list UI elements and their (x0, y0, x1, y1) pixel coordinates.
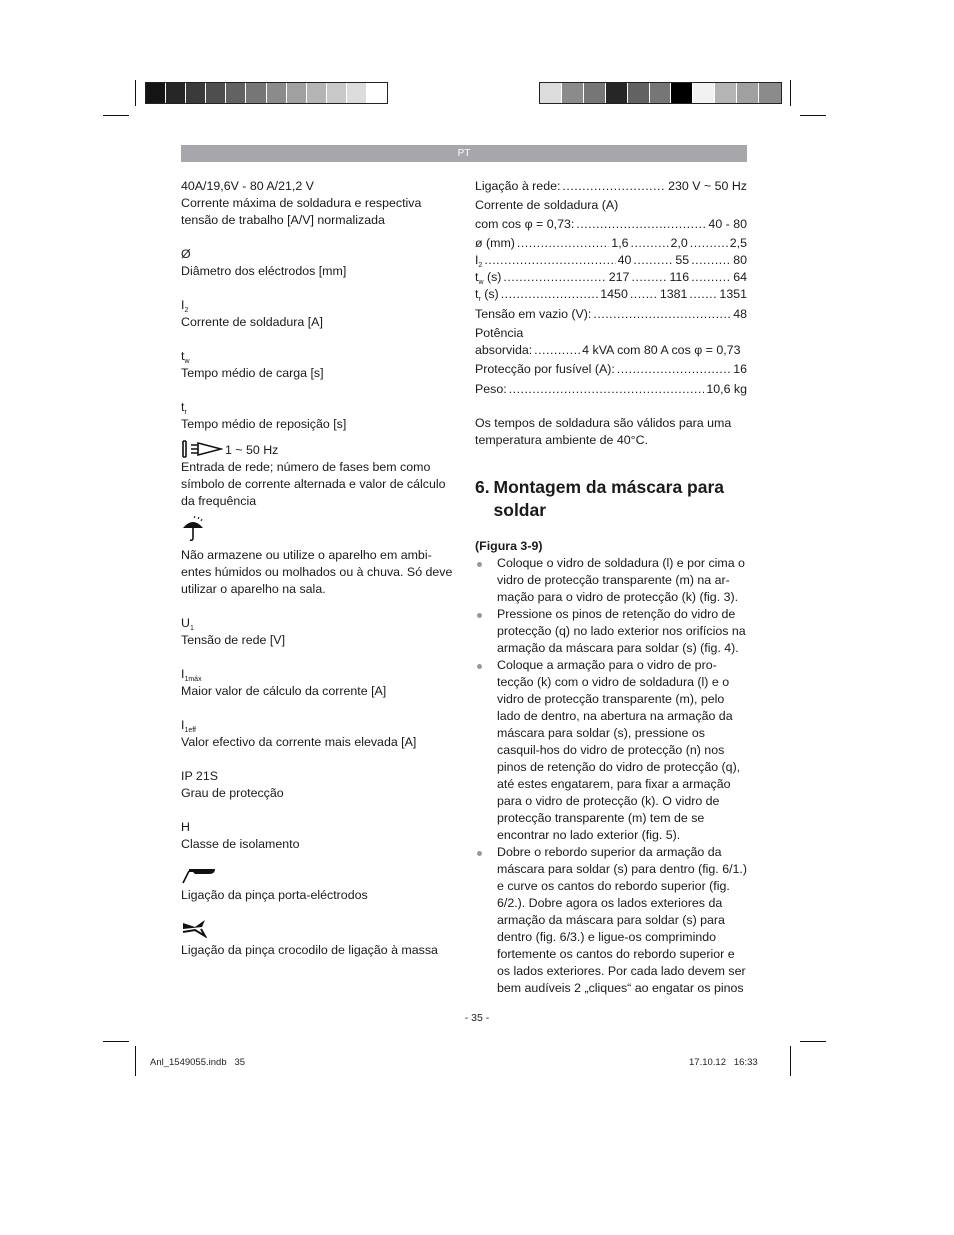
color-swatch (226, 83, 246, 103)
color-swatch (693, 83, 715, 103)
diameter-description: Diâmetro dos eléctrodos [mm] (181, 264, 347, 278)
color-swatch (206, 83, 226, 103)
crop-mark (800, 115, 826, 116)
color-swatch (671, 83, 693, 103)
spec-power-label: Potência (475, 326, 524, 340)
list-item: Dobre o rebordo superior da armação da máscara para soldar (s) para dentro (fig. 6/1.) e curve os cantos do rebordo superior (fig. 6/2.). Dobre agora os lados exteriores da armação da máscara para soldar (s) para dentro (fig. 6/3.) e ligue-os comprimindo fortemente os cantos do rebordo superior e os lados exteriores. Por cada lado devem ser bem audíveis 2 „cliques“ ao engatar os pinos (475, 844, 747, 997)
rating-description: Corrente máxima de soldadura e respectiva tensão de trabalho [A/V] normalizada (181, 196, 422, 227)
i2-description: Corrente de soldadura [A] (181, 315, 323, 329)
u1-description: Tensão de rede [V] (181, 633, 286, 647)
crop-mark (103, 115, 129, 116)
color-swatch (267, 83, 287, 103)
single-phase-transformer-icon (181, 439, 223, 459)
crop-mark (790, 80, 791, 106)
color-swatch (737, 83, 759, 103)
rain-description: Não armazene ou utilize o aparelho em ambi-entes húmidos ou molhados ou à chuva. Só deve utilizar o aparelho na sala. (181, 548, 453, 596)
electrode-holder-icon (181, 863, 217, 885)
technical-data-column (475, 178, 747, 997)
h-description: Classe de isolamento (181, 837, 300, 851)
file-info: Anl_1549055.indb 35 (150, 1057, 246, 1068)
ip-description: Grau de protecção (181, 786, 284, 800)
spec-row-mains: Ligação à rede: ..... 230 V ~ 50 Hz (475, 178, 747, 195)
mains-symbol-row: 1 ~ 50 Hz (181, 439, 456, 459)
color-swatch (166, 83, 186, 103)
crop-mark (135, 1046, 136, 1076)
crop-mark (800, 1041, 826, 1042)
ip-symbol: IP 21S (181, 769, 218, 783)
color-swatch (759, 83, 781, 103)
color-swatch (287, 83, 307, 103)
tw-description: Tempo médio de carga [s] (181, 366, 324, 380)
clamp-symbol-row (181, 910, 456, 942)
section-number: 6. (475, 477, 490, 497)
page-number: - 35 - (464, 1012, 490, 1024)
color-swatch (584, 83, 606, 103)
spec-row-cos: com cos φ = 0,73: ..... 40 - 80 (475, 216, 747, 233)
color-swatch (562, 83, 584, 103)
u1-symbol: $U_1$ (181, 616, 194, 632)
color-swatch (186, 83, 206, 103)
color-swatch (715, 83, 737, 103)
color-calibration-strip-right (539, 82, 782, 104)
spec-row-power: absorvida: ..... 4 kVA com 80 A cos φ = 0,73 (475, 342, 747, 359)
color-swatch (628, 83, 650, 103)
section-title: Montagem da máscara para soldar (493, 477, 725, 520)
holder-symbol-row (181, 859, 456, 887)
spec-row-weight: Peso: ..... 10,6 kg (475, 381, 747, 398)
language-header: PT (181, 145, 747, 162)
rain-symbol-row (181, 516, 456, 547)
rating-value: 40A/19,6V - 80 A/21,2 V (181, 179, 314, 193)
diameter-symbol: Ø (181, 247, 191, 261)
section-heading (475, 476, 747, 522)
clamp-description: Ligação da pinça crocodilo de ligação à massa (181, 943, 438, 957)
color-swatch (606, 83, 628, 103)
i1eff-symbol: $I_{1eff}$ (181, 718, 197, 734)
color-swatch (347, 83, 367, 103)
color-swatch (650, 83, 672, 103)
welding-time-note: Os tempos de soldadura são válidos para uma temperatura ambiente de 40°C. (475, 416, 732, 447)
mains-description: Entrada de rede; número de fases bem como símbolo de corrente alternada e valor de cálculo da frequência (181, 460, 446, 508)
color-swatch (307, 83, 327, 103)
figure-reference: (Figura 3-9) (475, 539, 543, 553)
tw-symbol: $t_w$ (181, 349, 190, 365)
list-item: Coloque a armação para o vidro de pro-tecção (k) com o vidro de soldadura (l) e o vidro de protecção transparente (m), pelo lado de dentro, na abertura na armação da máscara para soldar (s), pressione os casquil-hos do vidro de protecção (n) nos pinos de retenção do vidro de protecção (q), até estes engatarem, para fixar a armação para o vidro de protecção (k). O vidro de protecção transparente (m) tem de se encontrar no lado exterior (fig. 5). (475, 657, 747, 844)
earth-clamp-icon (181, 918, 207, 938)
color-swatch (540, 83, 562, 103)
holder-description: Ligação da pinça porta-eléctrodos (181, 888, 368, 902)
spec-row-tr: $t_r$ (s) ..... 1450 ..... 1381 ..... 1351 (475, 286, 747, 303)
crop-mark (790, 1046, 791, 1076)
spec-row-i2: $I_2$ ..... 40 ..... 55 ..... 80 (475, 252, 747, 269)
color-swatch (146, 83, 166, 103)
h-symbol: H (181, 820, 190, 834)
list-item: Coloque o vidro de soldadura (l) e por cima o vidro de protecção transparente (m) na ar-mação para o vidro de protecção (k) (fig. 3). (475, 555, 747, 606)
color-swatch (246, 83, 266, 103)
i2-symbol: $I_2$ (181, 298, 189, 314)
spec-row-tw: $t_w$ (s) ..... 217 ..... 116 ..... 64 (475, 269, 747, 286)
spec-current-label: Corrente de soldadura (A) (475, 198, 619, 212)
umbrella-rain-icon (181, 516, 205, 542)
color-swatch (327, 83, 347, 103)
color-swatch (367, 83, 387, 103)
crop-mark (103, 1041, 129, 1042)
symbol-legend-column (181, 178, 456, 959)
list-item: Pressione os pinos de retenção do vidro de protecção (q) no lado exterior nos orifícios na armação da máscara para soldar (s) (fig. 4). (475, 606, 747, 657)
spec-row-fuse: Protecção por fusível (A): ..... 16 (475, 361, 747, 378)
i1max-description: Maior valor de cálculo da corrente [A] (181, 684, 387, 698)
tr-symbol: $t_r$ (181, 400, 187, 416)
crop-mark (135, 80, 136, 106)
color-calibration-strip-left (145, 82, 388, 104)
spec-row-noload: Tensão em vazio (V): ..... 48 (475, 306, 747, 323)
spec-row-diameter: ø (mm) ..... 1,6 ..... 2,0 ..... 2,5 (475, 235, 747, 252)
tr-description: Tempo médio de reposição [s] (181, 417, 347, 431)
print-date: 17.10.12 16:33 (689, 1057, 758, 1068)
i1max-symbol: $I_{1máx}$ (181, 667, 202, 683)
i1eff-description: Valor efectivo da corrente mais elevada [A] (181, 735, 417, 749)
